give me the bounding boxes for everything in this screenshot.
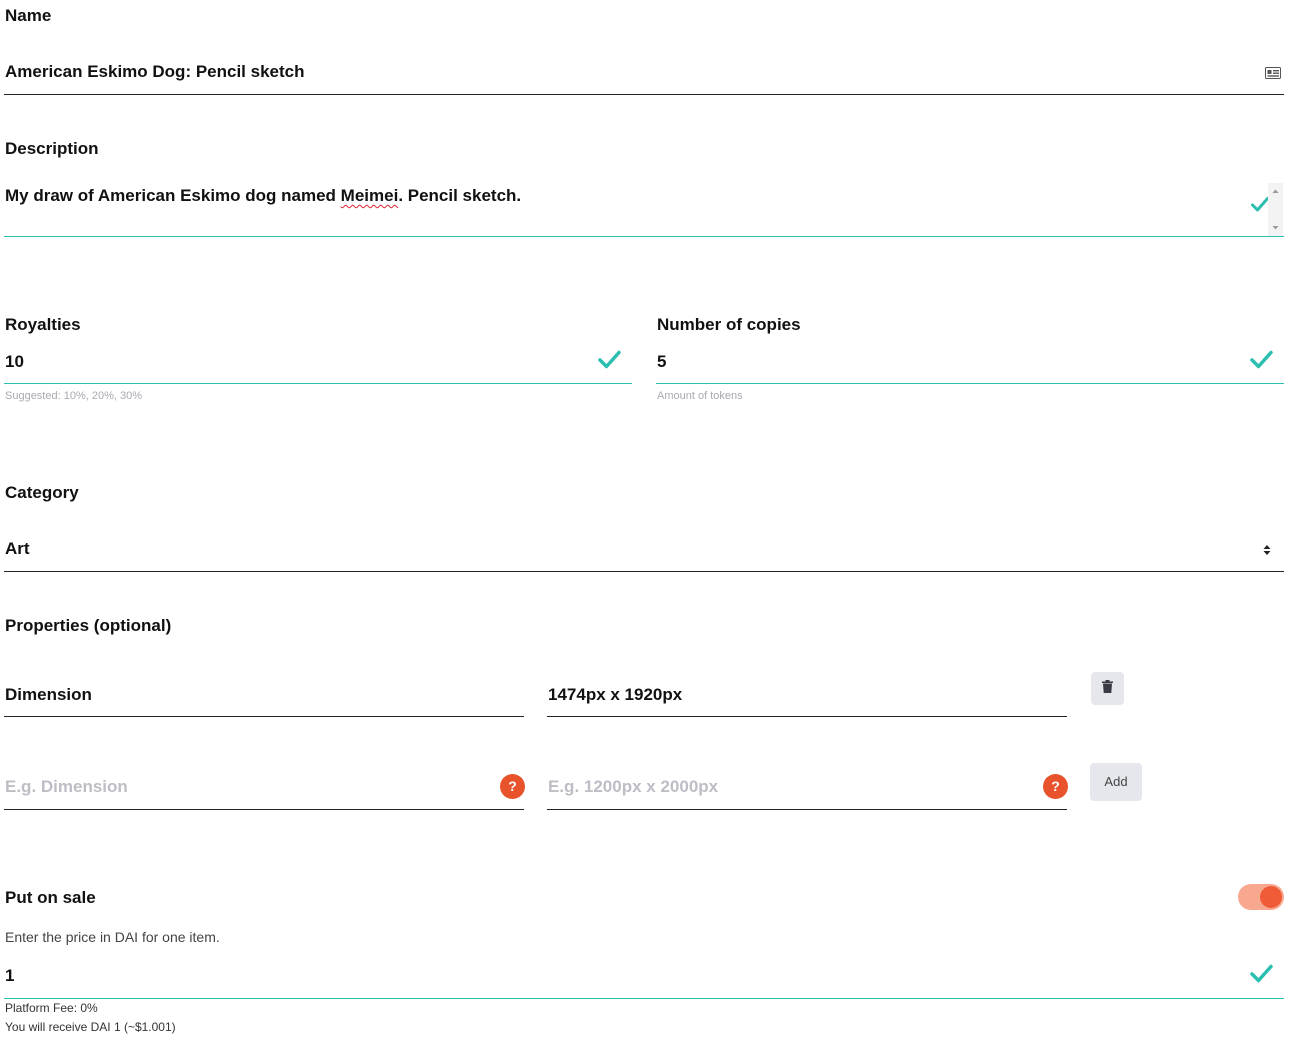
description-text-end: . Pencil sketch.: [398, 186, 522, 205]
description-label: Description: [5, 139, 99, 158]
description-misspelled-word: Meimei: [340, 186, 399, 205]
description-valid-check-icon: [1251, 197, 1269, 212]
royalties-valid-check-icon: [598, 350, 621, 369]
copies-input[interactable]: 5: [657, 352, 667, 371]
name-input[interactable]: American Eskimo Dog: Pencil sketch: [5, 62, 305, 81]
category-underline: [4, 571, 1284, 572]
properties-label: Properties (optional): [5, 616, 172, 635]
description-scrollbar[interactable]: [1268, 183, 1283, 236]
new-property-key-input[interactable]: E.g. Dimension: [5, 777, 128, 796]
category-label: Category: [5, 483, 79, 502]
royalties-input[interactable]: 10: [5, 352, 24, 371]
property-value-input[interactable]: 1474px x 1920px: [548, 685, 683, 704]
property-key-input[interactable]: Dimension: [5, 685, 92, 704]
contact-card-icon: [1265, 66, 1281, 84]
description-text-start: My draw of American Eskimo dog named: [5, 186, 341, 205]
new-property-key-underline: [4, 809, 524, 810]
price-instruction: Enter the price in DAI for one item.: [5, 929, 220, 945]
new-property-value-input[interactable]: E.g. 1200px x 2000px: [548, 777, 719, 796]
price-valid-check-icon: [1250, 964, 1273, 983]
receive-amount-text: You will receive DAI 1 (~$1.001): [5, 1020, 176, 1034]
royalties-hint: Suggested: 10%, 20%, 30%: [5, 390, 142, 402]
name-underline: [4, 94, 1284, 95]
price-input[interactable]: 1: [5, 966, 15, 985]
trash-icon: [1102, 680, 1113, 698]
royalties-label: Royalties: [5, 315, 81, 334]
select-sort-arrows-icon: [1263, 543, 1271, 561]
price-underline: [4, 998, 1284, 999]
copies-valid-check-icon: [1250, 350, 1273, 369]
platform-fee-text: Platform Fee: 0%: [5, 1001, 98, 1015]
copies-hint: Amount of tokens: [657, 390, 743, 402]
copies-label: Number of copies: [657, 315, 801, 334]
copies-underline: [656, 383, 1284, 384]
description-underline: [4, 236, 1284, 237]
royalties-underline: [4, 383, 632, 384]
property-key-underline: [4, 716, 524, 717]
put-on-sale-toggle[interactable]: [1238, 884, 1284, 910]
property-key-help-icon[interactable]: ?: [500, 774, 525, 799]
put-on-sale-label: Put on sale: [5, 888, 96, 907]
toggle-knob: [1260, 886, 1282, 908]
property-value-underline: [547, 716, 1067, 717]
property-value-help-icon[interactable]: ?: [1043, 774, 1068, 799]
description-textarea[interactable]: [5, 186, 1245, 206]
new-property-value-underline: [547, 809, 1067, 810]
category-select[interactable]: Art: [5, 539, 30, 558]
delete-property-button[interactable]: [1091, 672, 1124, 705]
add-property-button[interactable]: Add: [1090, 763, 1142, 801]
name-label: Name: [5, 6, 52, 25]
